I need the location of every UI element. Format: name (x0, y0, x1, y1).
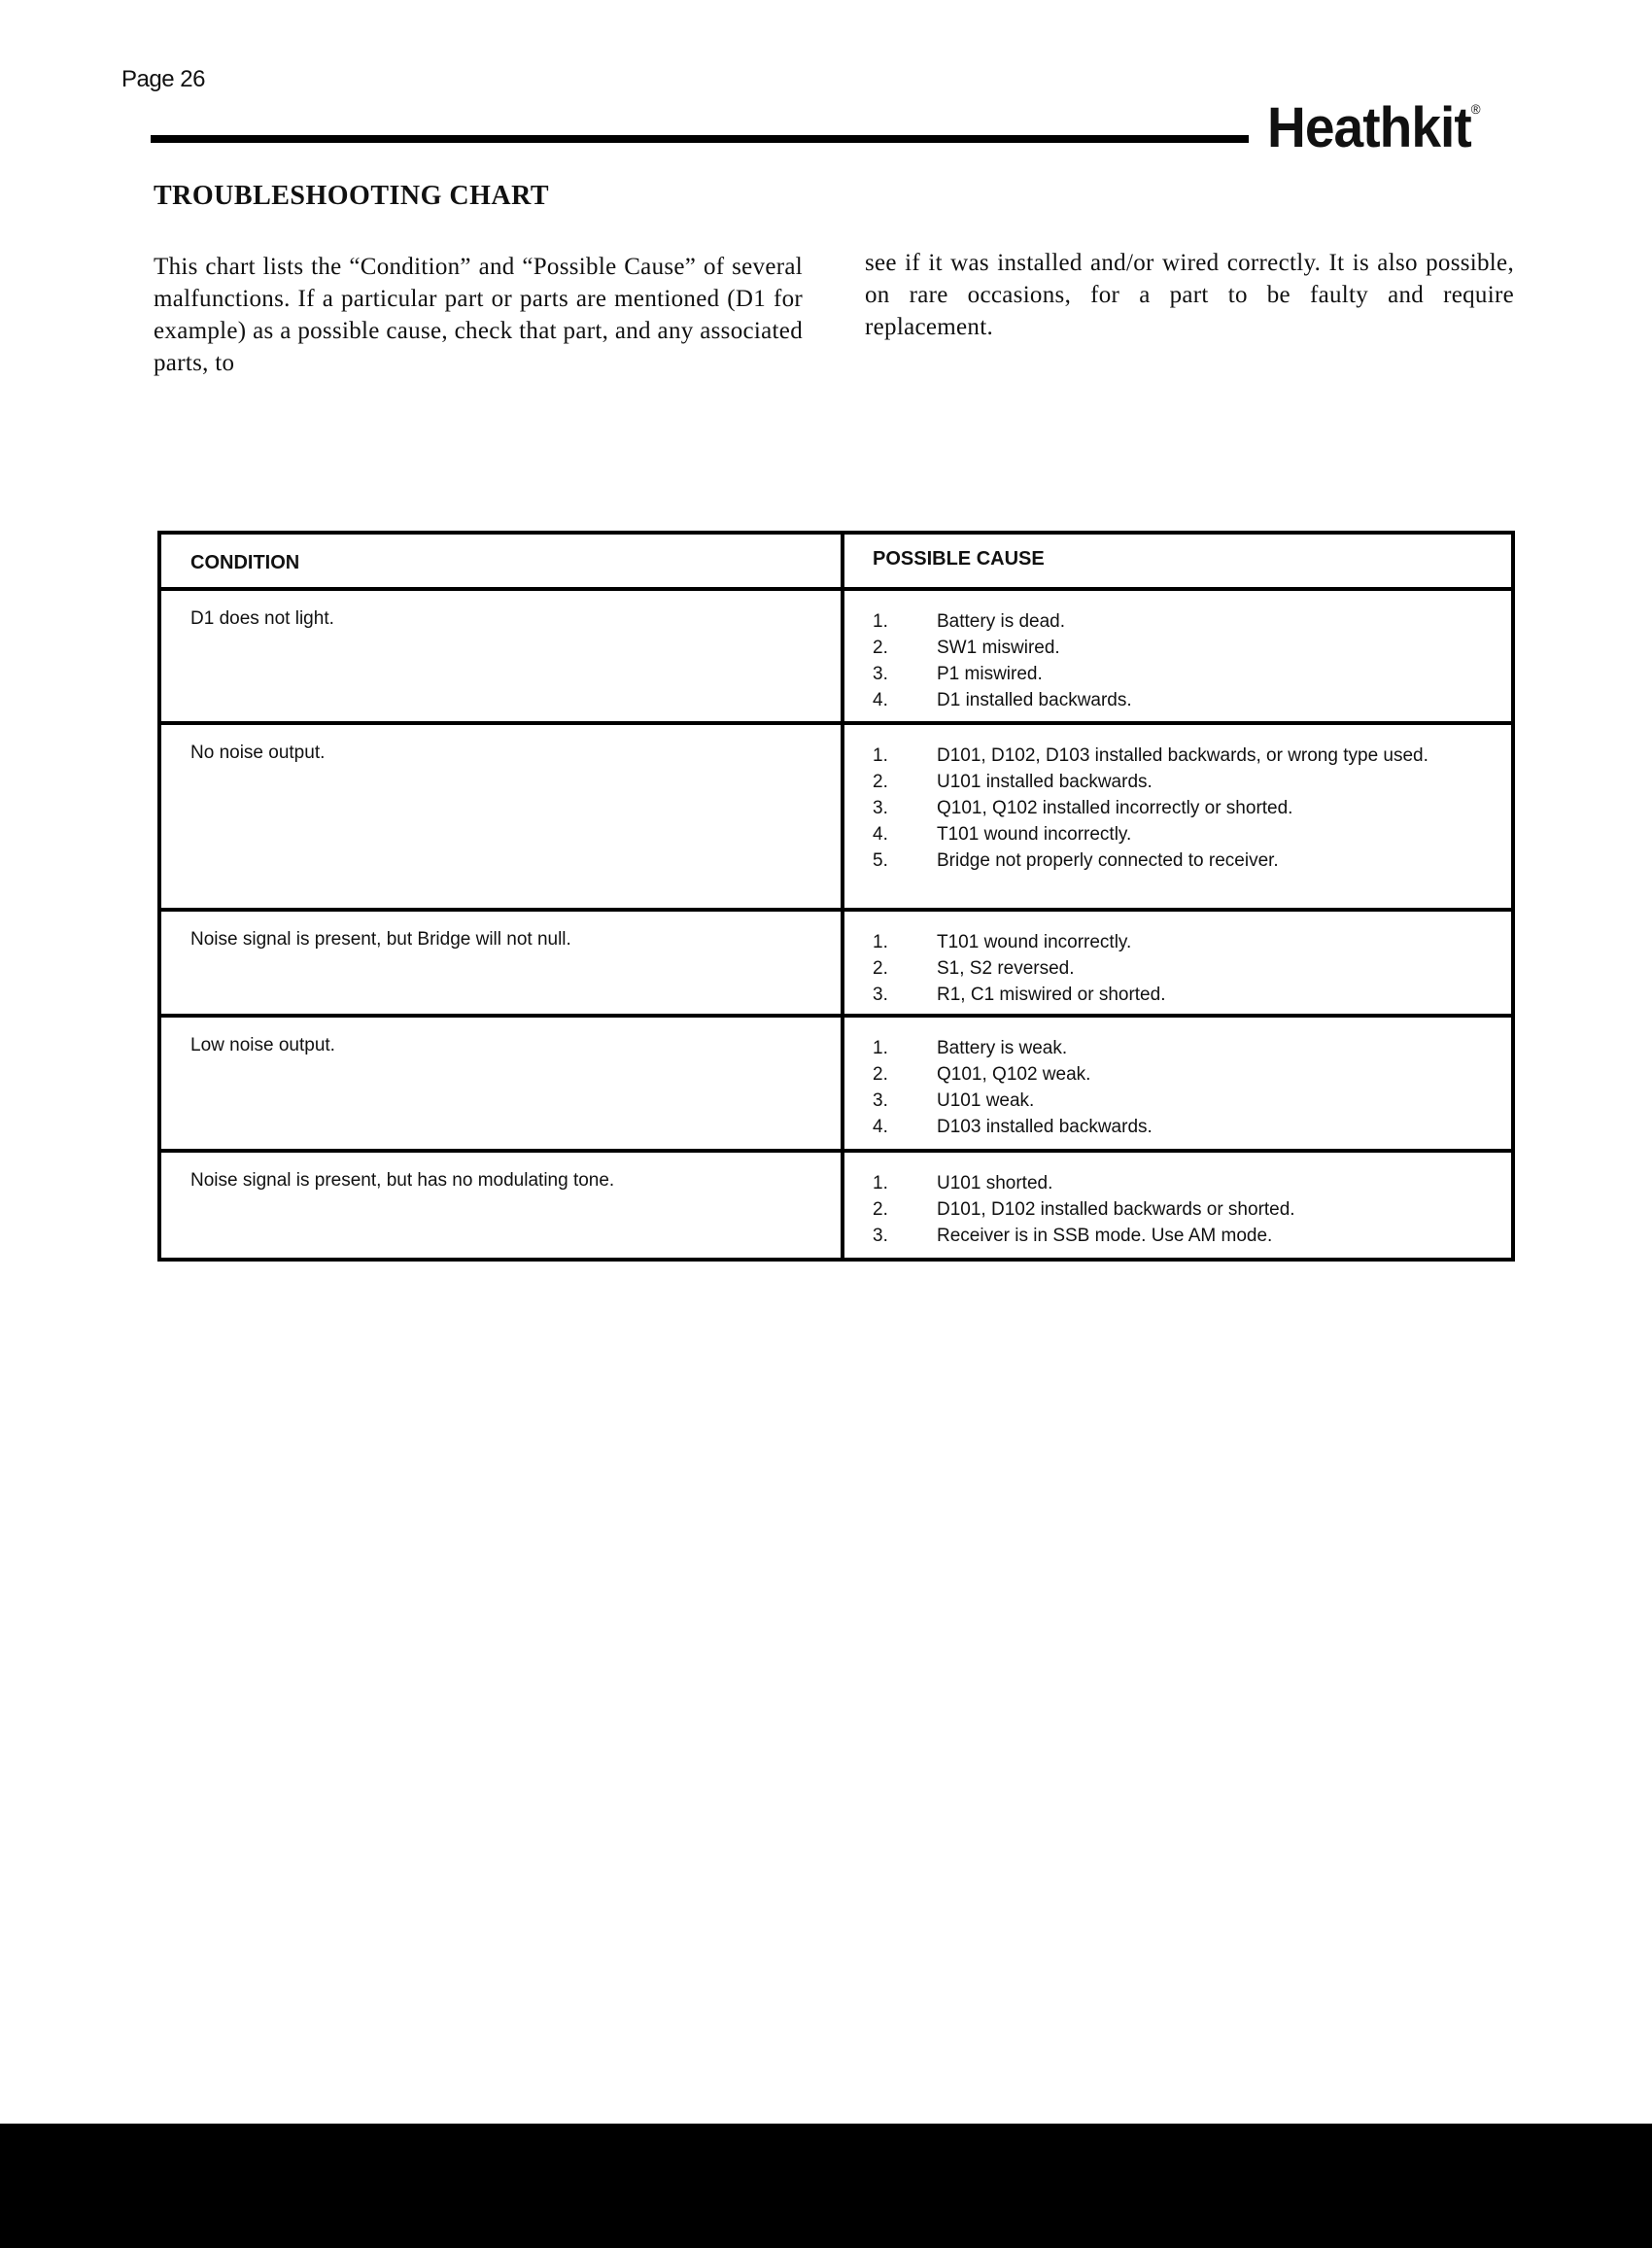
condition-cell: Noise signal is present, but Bridge will not null. (190, 929, 571, 950)
cause-text: Battery is dead. (937, 611, 1066, 632)
table-row (161, 1153, 1511, 1265)
cause-number: 2. (873, 772, 888, 792)
cause-cell (873, 591, 1482, 713)
scan-bottom-edge (0, 2124, 1652, 2248)
cause-item (873, 743, 1482, 769)
cause-number: 3. (873, 985, 888, 1005)
cause-number: 3. (873, 1090, 888, 1111)
cause-number: 2. (873, 1064, 888, 1085)
cause-item (873, 795, 1482, 821)
cause-text: D1 installed backwards. (937, 690, 1132, 710)
condition-cell: No noise output. (190, 743, 326, 763)
cause-item (873, 1088, 1482, 1114)
cause-text: Q101, Q102 weak. (937, 1064, 1091, 1085)
cause-number: 1. (873, 1173, 888, 1193)
cause-number: 3. (873, 1226, 888, 1246)
cause-item (873, 821, 1482, 847)
cause-text: D101, D102 installed backwards or shorted. (937, 1199, 1295, 1220)
cause-item (873, 847, 1482, 874)
cause-text: D101, D102, D103 installed backwards, or wrong type used. (937, 745, 1428, 766)
cause-item (873, 1114, 1482, 1140)
cause-number: 2. (873, 958, 888, 979)
cause-cell (873, 912, 1482, 1008)
cause-item (873, 1170, 1482, 1196)
condition-cell: D1 does not light. (190, 608, 334, 629)
cause-item (873, 687, 1482, 713)
cause-number: 4. (873, 824, 888, 845)
cause-number: 1. (873, 1038, 888, 1058)
cause-item (873, 661, 1482, 687)
cause-text: D103 installed backwards. (937, 1117, 1153, 1137)
brand-name: Heathkit (1267, 96, 1471, 159)
cause-cell (873, 725, 1482, 874)
cause-item (873, 635, 1482, 661)
header-condition: CONDITION (190, 552, 300, 573)
cause-item (873, 608, 1482, 635)
cause-number: 2. (873, 638, 888, 658)
cause-item (873, 955, 1482, 982)
cause-item (873, 1061, 1482, 1088)
cause-number: 3. (873, 798, 888, 818)
cause-number: 1. (873, 745, 888, 766)
header-possible-cause: POSSIBLE CAUSE (873, 548, 1045, 570)
cause-item (873, 929, 1482, 955)
cause-number: 1. (873, 932, 888, 952)
cause-text: U101 weak. (937, 1090, 1035, 1111)
intro-column-1: This chart lists the “Condition” and “Possible Cause” of several malfunctions. If a particular part or parts are mentioned (D1 for example) as a possible cause, check that part, and any associated parts, to (154, 254, 803, 376)
cause-number: 4. (873, 1117, 888, 1137)
registered-mark: ® (1470, 101, 1480, 117)
troubleshooting-table (157, 531, 1515, 1262)
cause-item (873, 1035, 1482, 1061)
heathkit-logo (1267, 95, 1480, 160)
table-row (161, 912, 1511, 1018)
cause-text: R1, C1 miswired or shorted. (937, 985, 1166, 1005)
table-row (161, 1018, 1511, 1153)
cause-number: 3. (873, 664, 888, 684)
cause-text: P1 miswired. (937, 664, 1043, 684)
condition-cell: Low noise output. (190, 1035, 335, 1055)
cause-number: 5. (873, 850, 888, 871)
cause-text: U101 shorted. (937, 1173, 1053, 1193)
cause-text: T101 wound incorrectly. (937, 932, 1132, 952)
cause-item (873, 982, 1482, 1008)
intro-column-2: see if it was installed and/or wired correctly. It is also possible, on rare occasions, for a part to be faulty and require replacement. (865, 250, 1514, 340)
page-number: Page 26 (121, 66, 205, 92)
cause-text: Q101, Q102 installed incorrectly or shorted. (937, 798, 1293, 818)
column-divider (841, 535, 844, 1258)
cause-text: Battery is weak. (937, 1038, 1068, 1058)
cause-text: T101 wound incorrectly. (937, 824, 1132, 845)
cause-text: SW1 miswired. (937, 638, 1060, 658)
condition-cell: Noise signal is present, but has no modulating tone. (190, 1170, 615, 1191)
cause-item (873, 1223, 1482, 1249)
cause-number: 4. (873, 690, 888, 710)
cause-text: Bridge not properly connected to receiver. (937, 850, 1279, 871)
cause-number: 2. (873, 1199, 888, 1220)
cause-cell (873, 1153, 1482, 1249)
cause-item (873, 1196, 1482, 1223)
cause-item (873, 769, 1482, 795)
section-title: TROUBLESHOOTING CHART (154, 181, 550, 211)
cause-text: Receiver is in SSB mode. Use AM mode. (937, 1226, 1273, 1246)
cause-number: 1. (873, 611, 888, 632)
cause-cell (873, 1018, 1482, 1140)
cause-text: S1, S2 reversed. (937, 958, 1075, 979)
header-rule (151, 135, 1249, 143)
table-row (161, 591, 1511, 725)
table-header-row (161, 535, 1511, 591)
table-row (161, 725, 1511, 912)
cause-text: U101 installed backwards. (937, 772, 1153, 792)
